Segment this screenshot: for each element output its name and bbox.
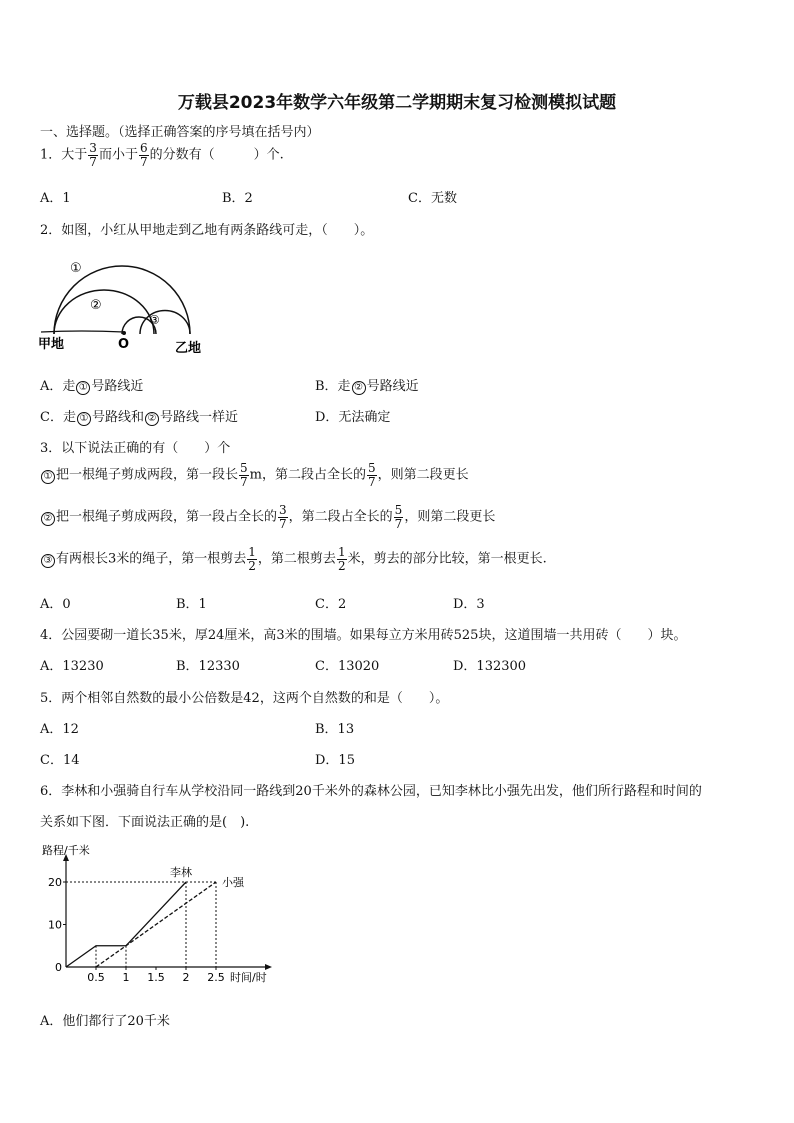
route-label-1: ① (70, 261, 82, 276)
series-label-lilin: 李林 (170, 866, 192, 879)
q1-option-b: B．2 (222, 191, 253, 206)
q2-route-figure (36, 256, 216, 356)
q5-option-b: B．13 (315, 722, 355, 737)
q5-option-c: C．14 (40, 753, 80, 768)
route-label-3: ③ (149, 313, 160, 327)
series-line-xiaoqiang (96, 882, 216, 967)
q5-option-a: A．12 (40, 722, 79, 737)
q4-option-c: C．13020 (315, 659, 380, 674)
ground-line (41, 331, 124, 332)
q2-option-b: B．走 ② 号路线近 (315, 379, 419, 394)
q1-fraction-2: $\frac{6}{7}$ (139, 141, 148, 169)
page-title: 万载县2023年数学六年级第二学期期末复习检测模拟试题 (177, 93, 617, 113)
q3-statement-3: ③ 有两根长3米的绳子，第一根剪去 $\frac{1}{2}$ ，第二根剪去 $\frac{1}{2}$ 米，剪去的部分比较，第一根更长. (40, 546, 547, 572)
section-heading: 一、选择题。（选择正确答案的序号填在括号内） (40, 125, 320, 140)
route-2-small-arc-right (140, 310, 190, 334)
q2-option-c: C．走 ① 号路线和 ② 号路线一样近 (40, 410, 238, 425)
x-tick-label: 1.5 (147, 971, 165, 984)
q6-distance-time-chart (36, 842, 286, 990)
question-5: 5．两个相邻自然数的最小公倍数是42，这两个自然数的和是（ ）。 (40, 691, 449, 706)
y-tick-label: 20 (48, 876, 62, 889)
center-point (122, 331, 126, 335)
question-4: 4．公园要砌一道长35米，厚24厘米，高3米的围墙。如果每立方米用砖525块，这道围墙一共用砖（ ）块。 (40, 628, 687, 643)
q1-number: 1． (40, 147, 62, 163)
x-tick-label: 0.5 (87, 971, 105, 984)
q3-option-b: B．1 (176, 597, 207, 612)
q1-option-c: C．无数 (408, 191, 457, 206)
q1-option-a: A．1 (40, 191, 71, 206)
x-axis-arrow (265, 964, 272, 970)
q1-text-c: 的分数有（ ）个. (149, 147, 284, 163)
q6-option-a: A．他们都行了20千米 (40, 1014, 170, 1029)
q3-option-d: D．3 (453, 597, 485, 612)
q3-option-c: C．2 (315, 597, 347, 612)
question-6-line-1: 6．李林和小强骑自行车从学校沿同一路线到20千米外的森林公园，已知李林比小强先出发，他们所行路程和时间的 (40, 784, 702, 799)
x-axis-label: 时间/时 (230, 971, 267, 984)
q3-option-a: A．0 (40, 597, 71, 612)
q1-text-a: 大于 (61, 147, 88, 163)
q1-text-b: 而小于 (98, 147, 138, 163)
route-2-big-arc (54, 290, 154, 334)
y-tick-label: 0 (55, 961, 62, 974)
x-tick-label: 2 (182, 971, 190, 984)
x-tick-label: 1 (122, 971, 130, 984)
question-1 (40, 142, 284, 168)
label-center: O (118, 337, 130, 352)
q3-statement-1: ① 把一根绳子剪成两段，第一段长 $\frac{5}{7}$ m，第二段占全长的 $\frac{5}{7}$ ，则第二段更长 (40, 462, 469, 488)
q4-option-b: B．12330 (176, 659, 240, 674)
question-3: 3．以下说法正确的有（ ）个 (40, 441, 231, 456)
q4-option-d: D．132300 (453, 659, 527, 674)
y-axis-label: 路程/千米 (42, 844, 90, 857)
route-1-arc (54, 266, 190, 334)
x-tick-label: 2.5 (207, 971, 225, 984)
label-start: 甲地 (38, 337, 65, 352)
question-2: 2．如图，小红从甲地走到乙地有两条路线可走，（ ）。 (40, 223, 374, 238)
y-tick-label: 10 (48, 918, 62, 932)
q5-option-d: D．15 (315, 753, 355, 768)
question-6-line-2: 关系如下图．下面说法正确的是( ). (40, 815, 250, 830)
label-end: 乙地 (175, 341, 202, 356)
route-label-2: ② (90, 298, 102, 313)
q2-option-d: D．无法确定 (315, 410, 391, 425)
q3-statement-2: ② 把一根绳子剪成两段，第一段占全长的 $\frac{3}{7}$ ，第二段占全长的 $\frac{5}{7}$ ，则第二段更长 (40, 504, 495, 530)
q4-option-a: A．13230 (40, 659, 104, 674)
q1-fraction-1: $\frac{3}{7}$ (89, 141, 97, 169)
series-label-xiaoqiang: 小强 (222, 876, 244, 889)
q2-option-a: A．走 ① 号路线近 (40, 379, 144, 394)
